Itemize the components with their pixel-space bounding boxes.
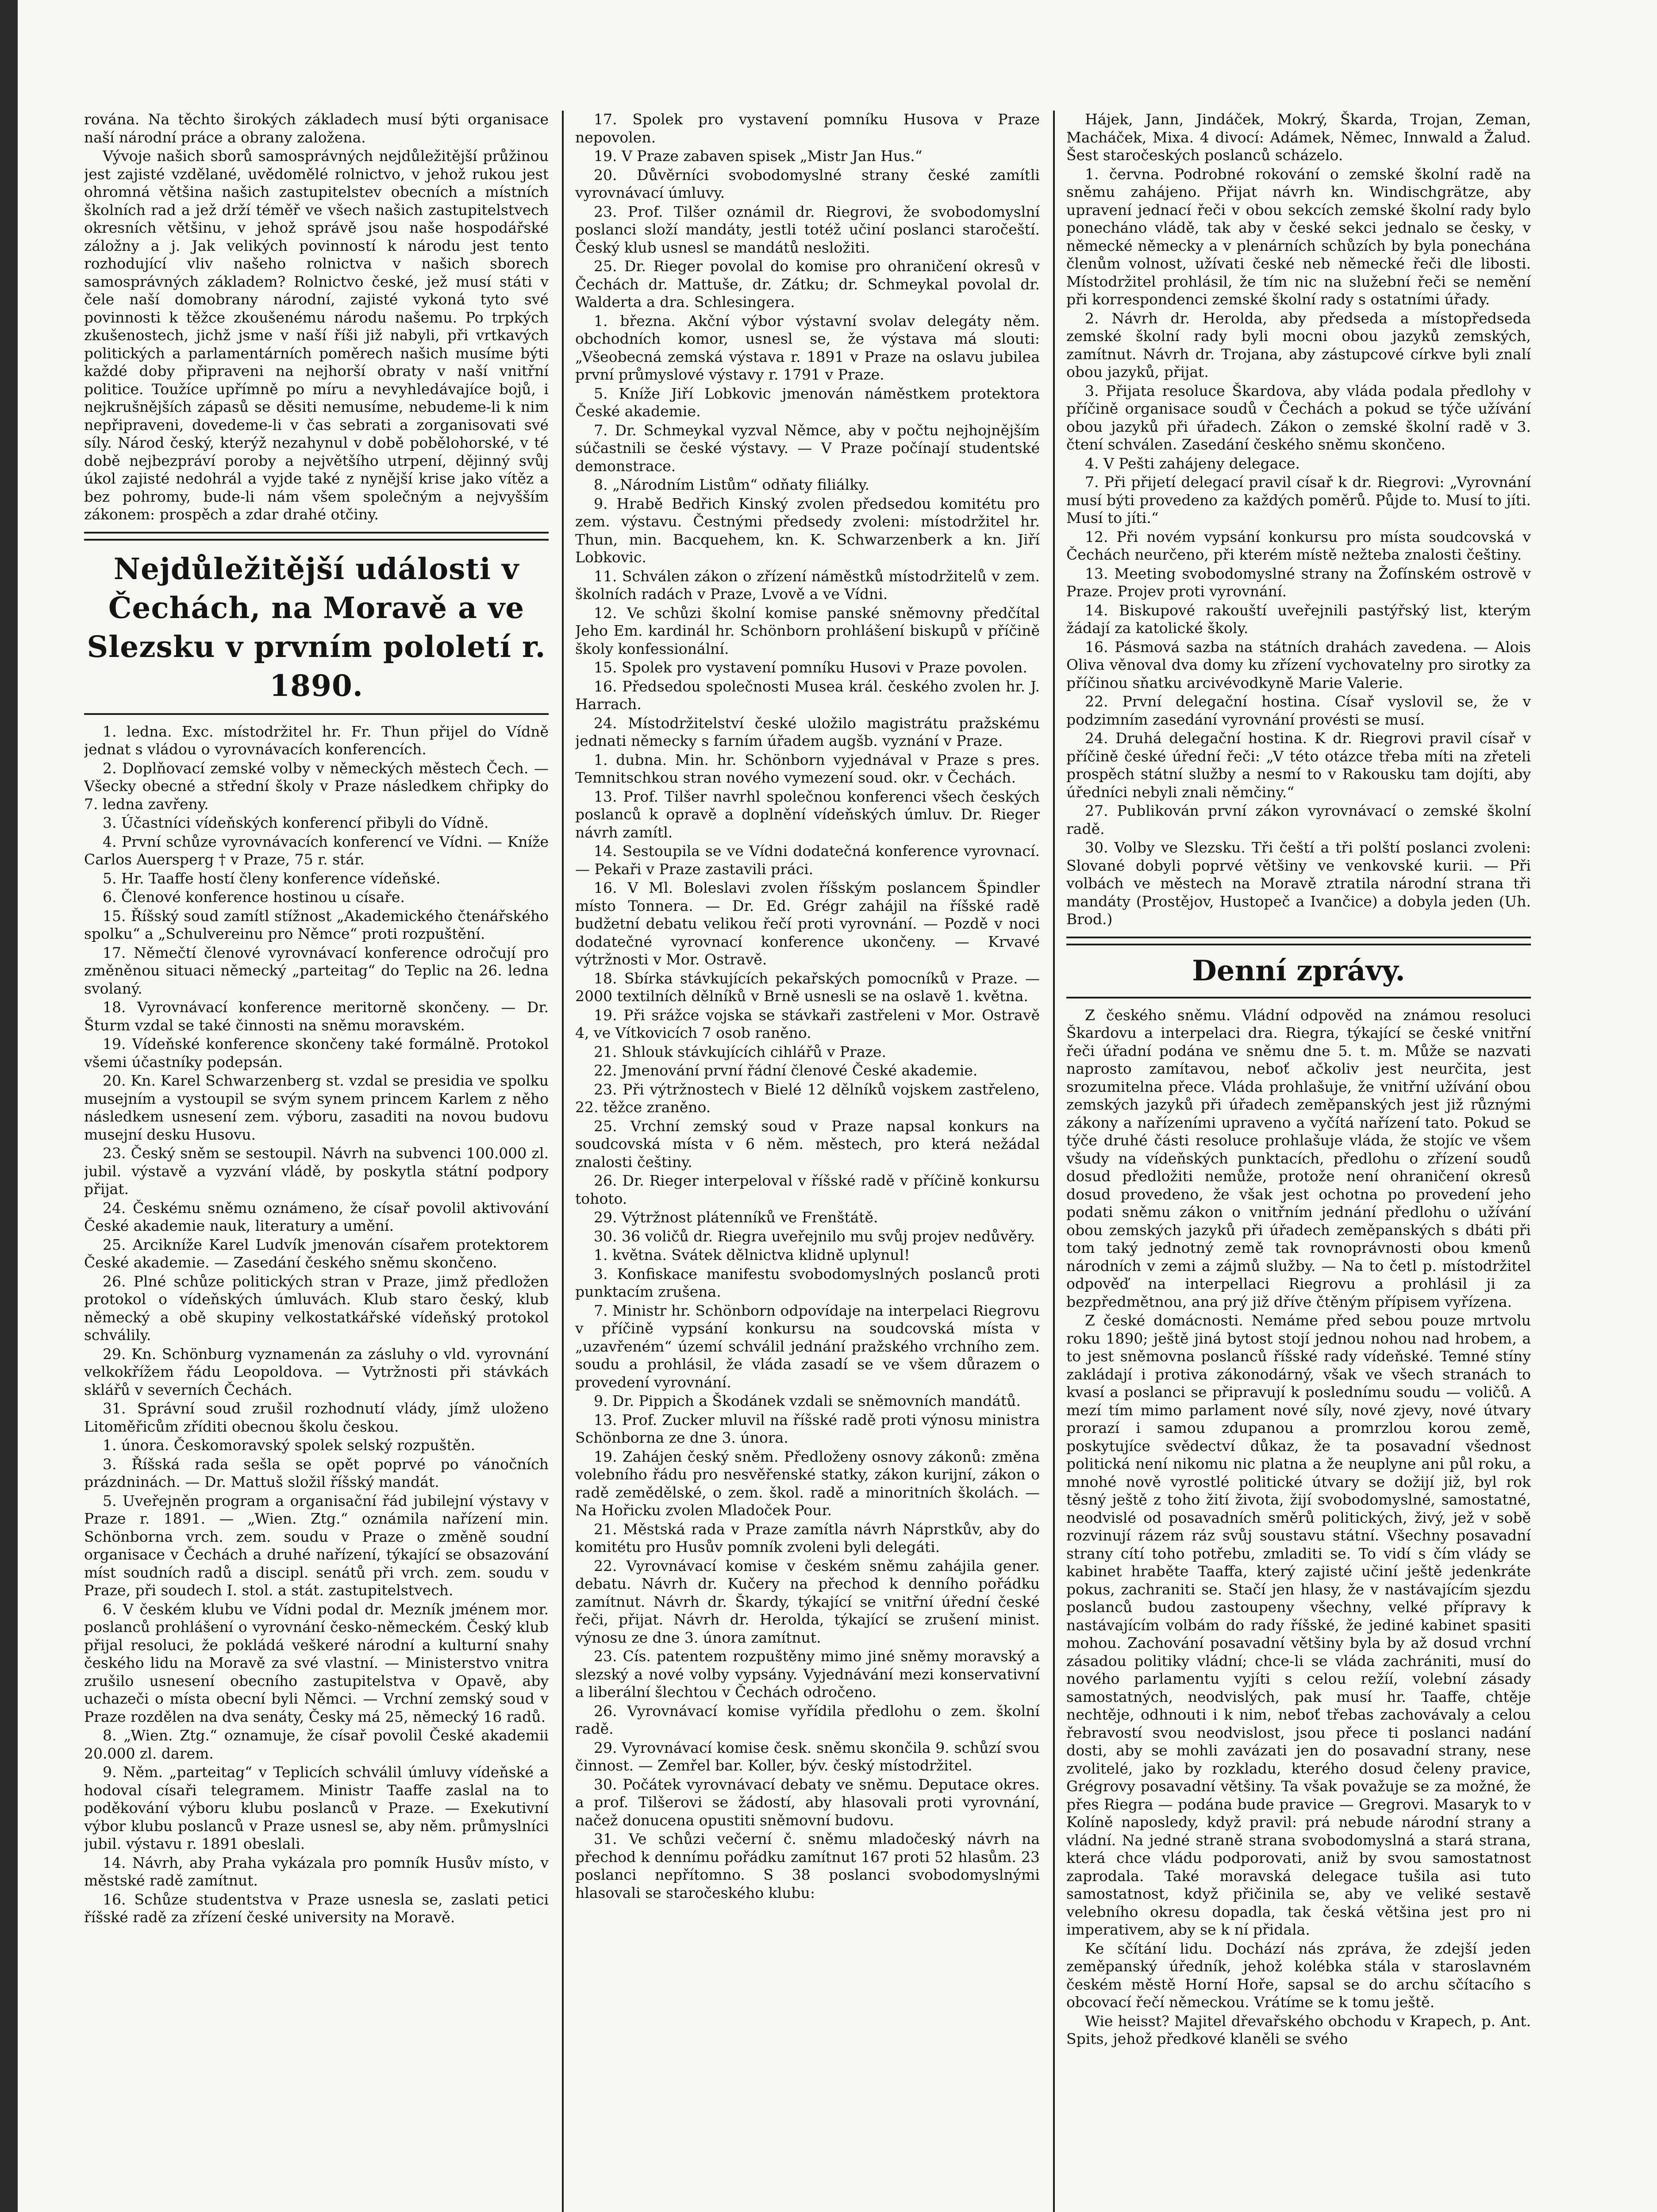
list-item: 8. „Wien. Ztg.“ oznamuje, že císař povolil České akademii 20.000 zl. darem. (84, 1727, 549, 1762)
list-item: 23. Při výtržnostech v Bielé 12 dělníků vojskem zastřeleno, 22. těžce zraněno. (575, 1080, 1040, 1116)
list-item: 6. V českém klubu ve Vídni podal dr. Mezník jménem mor. poslanců prohlášení o vyrovnání česko-německém. Český klub přijal resoluci, že pokládá veškeré národní a kulturní snahy českého lidu na Moravě za své vlastní. — Ministerstvo vnitra zrušilo usnesení obecního zastupitelstva v Opavě, aby uchazeči o místa obecní byli Němci. — Vrchní zemský soud v Praze rozdělen na dva senáty, Česky má 25, německý 16 radů. (84, 1600, 549, 1725)
column-2 (575, 111, 1040, 2212)
column-rule (562, 111, 564, 2212)
list-item: 19. V Praze zabaven spisek „Mistr Jan Hus.“ (594, 147, 923, 165)
list-item: 26. Dr. Rieger interpeloval v říšské radě v příčině konkursu tohoto. (575, 1172, 1040, 1207)
list-item: 29. Kn. Schönburg vyznamenán za zásluhy o vld. vyrovnání velkokřížem řádu Leopoldova. — Vytržnosti při stávkách sklářů v severních Čechách. (84, 1345, 549, 1398)
list-item: 13. Prof. Zucker mluvil na říšské radě proti výnosu ministra Schönborna ze dne 3. února. (575, 1411, 1040, 1446)
list-item: 23. Cís. patentem rozpuštěny mimo jiné sněmy moravský a slezský a nové volby vypsány. Vyjednávání mezi konservativní a liberální šlechtou v Čechách odročeno. (575, 1647, 1040, 1701)
list-item: 29. Vyrovnávací komise česk. sněmu skončila 9. schůzí svou činnost. — Zemřel bar. Koller, býv. český místodržitel. (575, 1739, 1040, 1774)
list-item: 5. Uveřejněn program a organisační řád jubilejní výstavy v Praze r. 1891. — „Wien. Ztg.“ oznámila nařízení min. Schönborna vrch. zem. soudu v Praze o změně soudní organisace v Čechách a druhé nařízení, týkající se obsazování míst soudních radů a discipl. senátů při vrch. zem. soudu v Praze, při soudech I. stol. a stát. zastupitelstvech. (84, 1492, 549, 1599)
list-item: 19. Při srážce vojska se stávkaři zastřeleni v Mor. Ostravě 4, ve Vítkovicích 7 osob raněno. (575, 1006, 1040, 1041)
list-item: 27. Publikován první zákon vyrovnávací o zemské školní radě. (1066, 802, 1531, 837)
list-item: 7. Dr. Schmeykal vyzval Němce, aby v počtu nejhojnějším súčastnili se české výstavy. — V Praze počínají studentské demonstrace. (575, 421, 1040, 475)
list-item: 20. Kn. Karel Schwarzenberg st. vzdal se presidia ve spolku musejním a vystoupil se svým synem princem Karlem z něho následkem usnesení zem. výboru, zasaditi na novou budovu musejní desku Husovu. (84, 1072, 549, 1143)
chronicle-list (575, 111, 1040, 1902)
list-item: 2. Návrh dr. Herolda, aby předseda a místopředseda zemské školní rady byli mocni obou jazyků zemských, zamítnut. Návrh dr. Trojana, aby zástupcové církve byli znalí obou jazyků, přijat. (1066, 309, 1531, 380)
list-item: 25. Vrchní zemský soud v Praze napsal konkurs na soudcovská místa v 6 něm. městech, pro která nežádal znalosti češtiny. (575, 1117, 1040, 1171)
list-item: Wie heisst? Majitel dřevařského obchodu v Krapech, p. Ant. Spits, jehož předkové klaněli se svého (1066, 2012, 1531, 2047)
chronicle-list (84, 723, 549, 1927)
list-item: 19. Vídeňské konference skončeny také formálně. Protokol všemi účastníky podepsán. (84, 1035, 549, 1071)
list-item: 3. Říšská rada sešla se opět poprvé po vánočních prázdninách. — Dr. Mattuš složil říšský mandát. (84, 1455, 549, 1490)
list-item: 21. Městská rada v Praze zamítla návrh Náprstkův, aby do komitétu pro Husův pomník zvoleni byli delegáti. (575, 1520, 1040, 1555)
list-item: 12. Při novém vypsání konkursu pro místa soudcovská v Čechách neurčeno, při kterém místě nežteba znalosti češtiny. (1066, 528, 1531, 563)
list-item: Z české domácnosti. Nemáme před sebou pouze mrtvolu roku 1890; ještě jiná bytost stojí jednou nohou nad hrobem, a to jest sněmovna poslanců říšské rady vídeňské. Temné stíny zakládají i protiva zákonodárný, však ve všech stranách to kvasí a poslanci se připravují k poslednímu soudu — voličů. A mezí tím mimo parlament nové síly, nové zjevy, nové útvary prorazí i samou zdupanou a promrzlou korou země, poskytujíce svědectví důkaz, že ta posavadní všednost politická není nikomu nic platna a že neuplyne ani půl roku, a mnohé nově vyrostlé politické útvary se dožijí již, byl rok těsný ještě z toho žití života, žijí svobodomyslné, samostatné, neodvislé od posavadních směrů politických, živý, jež v sobě rozvinují rázem ráz svůj soustavu státní. Všechny posavadní strany cítí toho potřebu, zmladiti se. To vidí s čím vlády se kabinet hraběte Taaffa, který zajisté učiní ještě jedenkráte pokus, zachraniti se. Stačí jen hlasy, že v nastávajícím sjezdu poslanců budou zastoupeny všechny, velké přípravy k nastávajícím volbám do rady říšské, že jediné kabinet spasiti mohou. Zachování posavadní většiny byla by až dosud vrchní zásadou politiky vládní; chce-li se vláda zachrániti, musí do nového parlamentu vyjíti s celou režíí, volební zásady samostatných, neodvislých, pak musí hr. Taaffe, chtěje nechtěje, odhnouti i k nim, neboť třebas zachovávaly a celou řebravostí svou neodvislost, jsou přece ti poslanci nadání dosti, aby se mohli zavázati jen do posavadní strany, nese zvolitelé, jako by rozkladu, kterého dosud čeleny pravice, Grégrovy posavadní většiny. Ta však považuje se za možné, že přes Riegra — podána bude pravice — Gregrovi. Masaryk to v Kolíně naposledy, když pravil: prá nebude národní strany a vládní. Na jedné straně strana svobodomyslná a stará strana, která chce vládu podporovati, aniž by svou samostatnost zaprodala. Také moravská delegace tušila asi tuto samostatnost, když přičinila se, aby ve veliké sestavě velebního okresu dopadla, tak česká většina jest pro ni imperativem, aby se k ní přidala. (1066, 1312, 1531, 1938)
list-item: Z českého sněmu. Vládní odpověd na známou resoluci Škardovu a interpelaci dra. Riegra, týkající se české vnitřní řeči úřadní podána ve sněmu dne 5. t. m. Může se nazvati naprosto zamítavou, neboť ačkoliv jest neurčita, jest srozumitelna přece. Vláda prohlašuje, že vnitřní užívání obou zemských jazyků při úřadech zeměpanských jest již různými zákony a nařízeními upraveno a vyčítá nařízení tato. Pokud se týče druhé části resoluce prohlašuje vláda, že stojíc ve všem všudy na vídeňských punktacích, předlohu o zřízení soudů dosud předložiti nemůže, protože není ohraničení okresů dosud provedeno, že však jest ochotna po provedení jeho podati sněmu zákon o vnitřním jednání předlohu o užívání obou zemských jazyků při úřadech zeměpanských s dbáti při tom taký jednotný země tak rovnoprávnosti obou kmenů národních v zemi a zájmů služby. — Na to četl p. místodržitel odpověď na interpellaci Riegrovu a prohlásil ji za bezpředmětnou, ana prý již dříve čtěným přípisem vyřízena. (1066, 1006, 1531, 1310)
list-item: 21. Shlouk stávkujících cihlářů v Praze. (594, 1043, 887, 1060)
list-item: 11. Schválen zákon o zřízení náměstků místodržitelů v zem. školních radách v Praze, Lvově a ve Vídni. (575, 567, 1040, 603)
list-item: 4. První schůze vyrovnávacích konferencí ve Vídni. — Kníže Carlos Auersperg † v Praze, 75 r. stár. (84, 833, 549, 868)
scan-edge (0, 0, 18, 2212)
list-item: 1. června. Podrobné rokování o zemské školní radě na sněmu zahájeno. Přijat návrh kn. Windischgrätze, aby upravení jednací řeči v obou sekcích zemské školní rady bylo ponecháno vládě, tak aby v české sekci jednalo se česky, v německé německy a v plenárních schůzích by byla ponechána členům volnost, užívati české neb německé řeči dle libosti. Místodržitel prohlásil, že tím nic na služební řeči se nemění při korrespondenci zemské školní rady s ostatními úřady. (1066, 165, 1531, 308)
list-item: 26. Vyrovnávací komise vyřídila předlohu o zem. školní radě. (575, 1702, 1040, 1737)
paragraph: rována. Na těchto širokých základech musí býti organisace naší národní práce a obrany založena. (84, 111, 549, 146)
list-item: 7. Při přijetí delegací pravil císař k dr. Riegrovi: „Vyrovnání musí býti provedeno za každých poměrů. Půjde to. Musí to jíti. Musí to jíti.“ (1066, 473, 1531, 526)
list-item: 20. Důvěrníci svobodomyslné strany české zamítli vyrovnávací úmluvy. (575, 166, 1040, 201)
list-item: 18. Sbírka stávkujících pekařských pomocníků v Praze. — 2000 textilních dělníků v Brně usnesli se na oslavě 1. května. (575, 969, 1040, 1005)
list-item: 14. Sestoupila se ve Vídni dodatečná konference vyrovnací. — Pekaři v Praze zastavili práci. (575, 842, 1040, 878)
list-item: 1. května. Svátek dělnictva klidně uplynul! (594, 1246, 910, 1263)
column-3 (1066, 111, 1531, 2212)
list-item: 29. Výtržnost plátenníků ve Frenštátě. (594, 1209, 878, 1226)
list-item: 3. Účastníci vídeňských konferencí přibyli do Vídně. (103, 814, 489, 831)
news-list (1066, 1006, 1531, 2048)
column-1 (84, 111, 549, 2212)
list-item: 25. Dr. Rieger povolal do komise pro ohraničení okresů v Čechách dr. Mattuše, dr. Zátku; dr. Schmeykal povolal dr. Walderta a dra. Schlesingera. (575, 257, 1040, 311)
list-item: 16. V Ml. Boleslavi zvolen říšským poslancem Špindler místo Tonnera. — Dr. Ed. Grégr zahájil na říšské radě budžetní debatu velikou řečí proti vyrovnání. — Pozdě v noci dodatečné vyrovnací konference ukončeny. — Krvavé výtržnosti v Mor. Ostravě. (575, 879, 1040, 968)
list-item: 2. Doplňovací zemské volby v německých městech Čech. — Všecky obecné a střední školy v Praze následkem chřipky do 7. ledna zavřeny. (84, 759, 549, 813)
list-item: 1. února. Českomoravský spolek selský rozpuštěn. (103, 1436, 476, 1454)
list-item: 3. Konfiskace manifestu svobodomyslných poslanců proti punktacím zrušena. (575, 1265, 1040, 1300)
section-rule (84, 713, 549, 715)
list-item: 25. Arcikníže Karel Ludvík jmenován císařem protektorem České akademie. — Zasedání českého sněmu skončeno. (84, 1236, 549, 1271)
list-item: 24. Místodržitelství české uložilo magistrátu pražskému jednati německy s farním úřadem augšb. vyznání v Praze. (575, 714, 1040, 749)
list-item: 31. Ve schůzi večerní č. sněmu mladočeský návrh na přechod k dennímu pořádku zamítnut 167 proti 52 hlasům. 23 poslanci nepřítomno. S 38 poslanci svobodomyslnými hlasovali se staročeského klubu: (575, 1830, 1040, 1901)
list-item: 16. Pásmová sazba na státních drahách zavedena. — Alois Oliva věnoval dva domy ku zřízení vychovatelny pro sirotky za příčinou sňatku arcivévodkyně Marie Valerie. (1066, 638, 1531, 691)
list-item: 9. Hrabě Bedřich Kinský zvolen předsedou komitétu pro zem. výstavu. Čestnými předsedy zvoleni: místodržitel hr. Thun, min. Bacquehem, kn. K. Schwarzenberk a kn. Jiří Lobkovic. (575, 495, 1040, 566)
section-heading: Denní zprávy. (1192, 954, 1405, 987)
list-item: Hájek, Jann, Jindáček, Mokrý, Škarda, Trojan, Zeman, Macháček, Mixa. 4 divocí: Adámek, Němec, Innwald a Žalud. Šest staročeských poslanců scházelo. (1066, 111, 1531, 164)
list-item: 22. První delegační hostina. Císař vyslovil se, že v podzimním zasedání vyrovnání provésti se musí. (1066, 693, 1531, 728)
list-item: 13. Prof. Tilšer navrhl společnou konferenci všech českých poslanců k opravě a doplnění vídeňských úmluv. Dr. Rieger návrh zamítl. (575, 787, 1040, 841)
list-item: 30. Volby ve Slezsku. Tři čeští a tři polští poslanci zvoleni: Slované dobyli poprvé většiny ve venkovské kurii. — Při volbách ve městech na Moravě ztratila národní strana tři mandáty (Prostějov, Hustopeč a Ivančice) a dobyla jeden (Uh. Brod.) (1066, 839, 1531, 928)
section-rule (84, 532, 549, 541)
list-item: 5. Kníže Jiří Lobkovic jmenován náměstkem protektora České akademie. (575, 384, 1040, 420)
list-item: 12. Ve schůzi školní komise panské sněmovny předčítal Jeho Em. kardinál hr. Schönborn prohlášení biskupů v příčině školy konfessionální. (575, 604, 1040, 657)
list-item: 9. Dr. Pippich a Škodánek vzdali se sněmovních mandátů. (594, 1392, 1021, 1409)
list-item: 19. Zahájen český sněm. Předloženy osnovy zákonů: změna volebního řádu pro nesvěřenské statky, zákon kurijní, zákon o radě zemědělské, o zem. škol. radě a minoritních školách. — Na Hořicku zvolen Mladoček Pour. (575, 1448, 1040, 1519)
section-rule (1066, 997, 1531, 998)
list-item: 8. „Národním Listům“ odňaty filiálky. (594, 476, 869, 493)
list-item: 17. Spolek pro vystavení pomníku Husova v Praze nepovolen. (575, 111, 1040, 146)
list-item: 31. Správní soud zrušil rozhodnutí vlády, jímž uloženo Litoměřicům zříditi obecnou školu českou. (84, 1400, 549, 1435)
column-rule (1053, 111, 1055, 2212)
list-item: 13. Meeting svobodomyslné strany na Žofínském ostrově v Praze. Projev proti vyrovnání. (1066, 565, 1531, 600)
list-item: 6. Členové konference hostinou u císaře. (103, 888, 405, 906)
list-item: 5. Hr. Taaffe hostí členy konference vídeňské. (103, 869, 441, 887)
list-item: 18. Vyrovnávací konference meritorně skončeny. — Dr. Šturm vzdal se také činnosti na sněmu moravském. (84, 998, 549, 1034)
list-item: 24. Druhá delegační hostina. K dr. Riegrovi pravil císař v příčině české úřední řeči: „V této otázce třeba míti na zřeteli prospěch státní služby a nesmí to v Rakousku tam dojíti, aby úředníci nebyli znali němčiny.“ (1066, 730, 1531, 801)
list-item: 7. Ministr hr. Schönborn odpovídaje na interpelaci Riegrovu v příčině vypsání konkursu na soudcovská místa v „uzavřeném“ území schválil jednání pražského vrchního zem. soudu a prohlásil, že vláda zasadí se ve všem důrazem o provedení vyrovnání. (575, 1302, 1040, 1391)
list-item: 23. Český sněm se sestoupil. Návrh na subvenci 100.000 zl. jubil. výstavě a vyzvání vládě, by poskytla státní podpory přijat. (84, 1144, 549, 1198)
list-item: 24. Českému sněmu oznámeno, že císař povolil aktivování České akademie nauk, literatury a umění. (84, 1199, 549, 1234)
list-item: 26. Plné schůze politických stran v Praze, jimž předložen protokol o vídeňských úmluvách. Klub staro český, klub německý a obě skupiny velkostatkářské vídeňský protokol schválily. (84, 1272, 549, 1344)
section-rule (1066, 937, 1531, 945)
paragraph: Vývoje našich sborů samosprávných nejdůležitější průžinou jest zajisté vzdělané, uvědomělé rolnictvo, v jehož rukou jest ohromná většina našich zastupitelstev obecních a místních školních rad a jež drží téměř ve všech našich zastupitelstvech okresních většinu, v jehož správě jsou naše hospodářské záložny a j. Jak velikých povinností k národu jest tento rozhodující vliv našeho rolnictva v našich sborech samosprávných základem? Rolnictvo české, jež musí státi v čele naší domobrany národní, zajisté vykoná tyto své povinnosti k těžce zkoušenému národu našemu. Po trpkých zkušenostech, jichž jsme v naší říši již nabyli, při vrtkavých politických a parlamentárních poměrech našich musíme býti každé doby připraveni na nejhorší obraty v naší vnitřní politice. Toužíce upřímně po míru a nevyhledávajíce bojů, i nejkrušnějších zápasů se děsiti nemusíme, nebudeme-li k nim nepřipraveni, dovedeme-li v čas sebrati a zorganisovati své síly. Národ český, kterýž nezahynul v době pobělohorské, v té době nejbezpráví poroby a největšího utrpení, dějinný svůj úkol zajisté nedohrál a vyjde také z nynější krise jako vítěz a bez pohromy, bude-li nám všem společným a nejvyšším zákonem: prospěch a zdar drahé otčiny. (84, 147, 549, 523)
list-item: 30. 36 voličů dr. Riegra uveřejnilo mu svůj projev nedůvěry. (594, 1227, 1035, 1245)
list-item: 16. Předsedou společnosti Musea král. českého zvolen hr. J. Harrach. (575, 677, 1040, 713)
chronicle-list (1066, 111, 1531, 929)
list-item: 4. V Pešti zahájeny delegace. (1085, 454, 1300, 472)
list-item: 15. Spolek pro vystavení pomníku Husovi v Praze povolen. (594, 659, 1027, 676)
list-item: 1. března. Akční výbor výstavní svolav delegáty něm. obchodních komor, usnesl se, že výstava má slouti: „Všeobecná zemská výstava r. 1891 v Praze na oslavu jubilea první průmyslové výstavy r. 1791 v Praze. (575, 312, 1040, 383)
list-item: 15. Říšský soud zamítl stížnost „Akademického čtenářského spolku“ a „Schulvereinu pro Němce“ proti rozpuštění. (84, 907, 549, 942)
section-heading: Nejdůležitější události v Čechách, na Moravě a ve Slezsku v prvním pololetí r. 1890. (87, 551, 546, 703)
list-item: 17. Němečtí členové vyrovnávací konference odročují pro změněnou situaci německý „parteitag“ do Teplic na 26. ledna svolaný. (84, 944, 549, 997)
list-item: 3. Přijata resoluce Škardova, aby vláda podala předlohy v příčině organisace soudů v Čechách a pokud se týče užívání obou jazyků při úřadech. Zákon o zemské školní radě v 3. čtení schválen. Zasedání českého sněmu skončeno. (1066, 382, 1531, 453)
list-item: 16. Schůze studentstva v Praze usnesla se, zaslati petici říšské radě za zřízení české university na Moravě. (84, 1890, 549, 1926)
list-item: 1. ledna. Exc. místodržitel hr. Fr. Thun přijel do Vídně jednat s vládou o vyrovnávacích konferencích. (84, 722, 549, 758)
list-item: Ke sčítání lidu. Dochází nás zpráva, že zdejší jeden zeměpanský úředník, jehož kolébka stála v staroslavném českém městě Horní Hoře, sapsal se do archu sčítacího s obcovací řečí německou. Vrátíme se k tomu ještě. (1066, 1939, 1531, 2011)
list-item: 30. Počátek vyrovnávací debaty ve sněmu. Deputace okres. a prof. Tilšerovi se žádostí, aby hlasovali proti vyrovnání, načež donucena opustiti sněmovní budovu. (575, 1775, 1040, 1829)
list-item: 22. Jmenování první řádní členové České akademie. (594, 1062, 978, 1079)
list-item: 22. Vyrovnávací komise v českém sněmu zahájila gener. debatu. Návrh dr. Kučery na přechod k denního pořádku zamítnut. Návrh dr. Škardy, týkající se vnitřní úřední české řeči, přijat. Návrh dr. Herolda, týkající se zrušení minist. výnosu ze dne 3. února zamítnut. (575, 1557, 1040, 1646)
list-item: 23. Prof. Tilšer oznámil dr. Riegrovi, že svobodomyslní poslanci složí mandáty, jestli totéž učiní poslanci staročeští. Český klub usnesl se mandátů nesložiti. (575, 203, 1040, 256)
list-item: 14. Návrh, aby Praha vykázala pro pomník Husův místo, v městské radě zamítnut. (84, 1854, 549, 1889)
list-item: 1. dubna. Min. hr. Schönborn vyjednával v Praze s pres. Temnitschkou stran nového vymezení soud. okr. v Čechách. (575, 751, 1040, 786)
list-item: 14. Biskupové rakouští uveřejnili pastýřský list, kterým žádají za katolické školy. (1066, 601, 1531, 637)
list-item: 9. Něm. „parteitag“ v Teplicích schválil úmluvy vídeňské a hodoval císaři telegramem. Ministr Taaffe zaslal na to poděkování výboru klubu poslanců v Praze. — Exekutivní výbor klubu poslanců v Praze usnesl se, aby něm. průmyslníci jubil. výstavu r. 1891 obeslali. (84, 1763, 549, 1852)
